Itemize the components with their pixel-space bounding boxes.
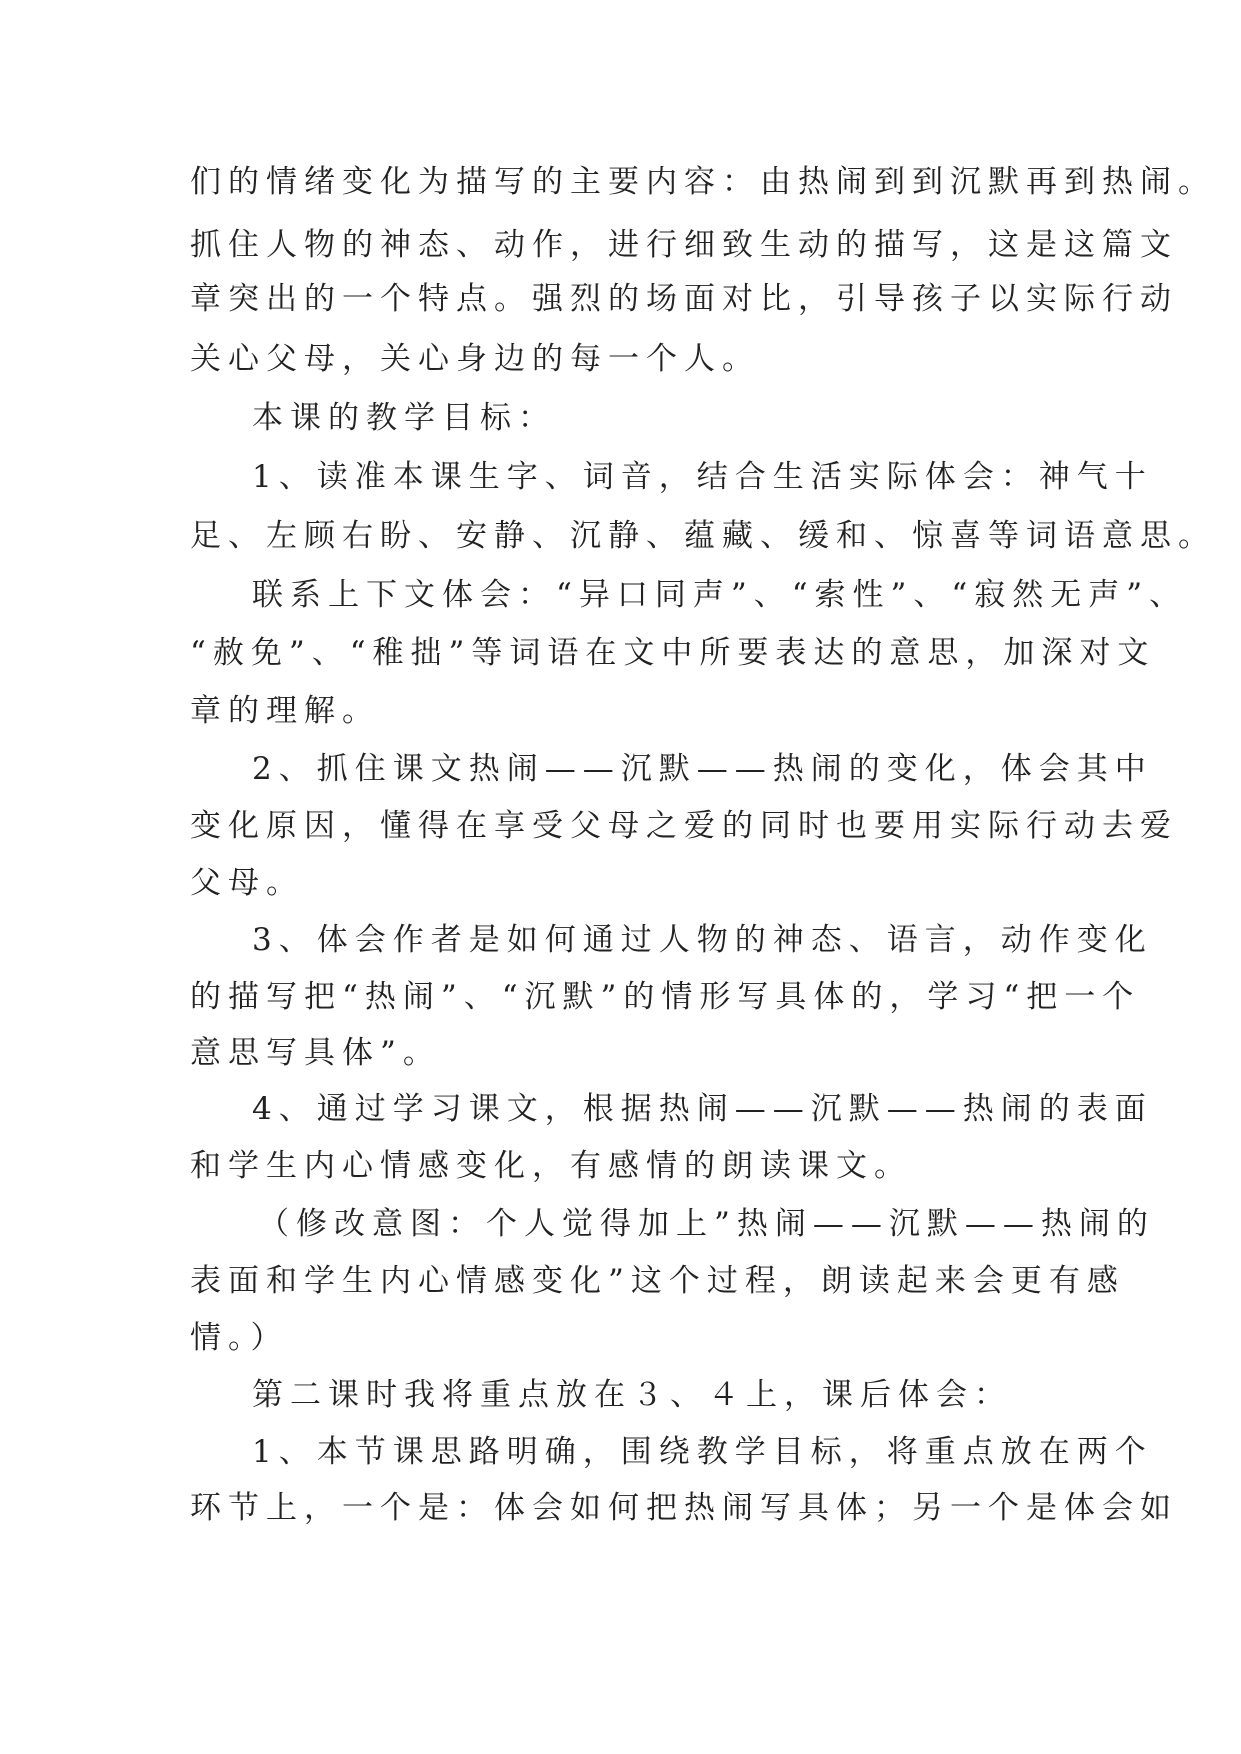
text-line: 3、体会作者是如何通过人物的神态、语言，动作变化	[252, 922, 1153, 958]
text-line: 第二课时我将重点放在３、４上，课后体会：	[252, 1377, 1012, 1413]
text-line: 2、抓住课文热闹——沉默——热闹的变化，体会其中	[252, 751, 1153, 787]
text-line: 本课的教学目标：	[252, 400, 556, 436]
text-line: 情。）	[190, 1320, 289, 1356]
text-line: “赦免”、“稚拙”等词语在文中所要表达的意思，加深对文	[190, 635, 1156, 671]
text-line: 章的理解。	[190, 693, 380, 729]
text-line: 1、本节课思路明确，围绕教学目标，将重点放在两个	[252, 1434, 1153, 1470]
text-line: 表面和学生内心情感变化”这个过程，朗读起来会更有感	[190, 1263, 1125, 1299]
text-line: 环节上，一个是：体会如何把热闹写具体；另一个是体会如	[190, 1490, 1178, 1526]
text-line: 的描写把“热闹”、“沉默”的情形写具体的，学习“把一个	[190, 979, 1141, 1015]
text-line: 和学生内心情感变化，有感情的朗读课文。	[190, 1148, 912, 1184]
text-line: 们的情绪变化为描写的主要内容：由热闹到到沉默再到热闹。	[190, 164, 1216, 200]
text-line: 足、左顾右盼、安静、沉静、蕴藏、缓和、惊喜等词语意思。	[190, 518, 1216, 554]
text-line: 意思写具体”。	[190, 1035, 441, 1071]
text-line: 1、读准本课生字、词音，结合生活实际体会：神气十	[252, 459, 1153, 495]
text-line: 变化原因，懂得在享受父母之爱的同时也要用实际行动去爱	[190, 808, 1178, 844]
text-line: 关心父母，关心身边的每一个人。	[190, 341, 760, 377]
text-line: 章突出的一个特点。强烈的场面对比，引导孩子以实际行动	[190, 281, 1178, 317]
text-line: 4、通过学习课文，根据热闹——沉默——热闹的表面	[252, 1091, 1153, 1127]
text-line: 父母。	[190, 865, 304, 901]
text-line: （修改意图：个人觉得加上”热闹——沉默——热闹的	[258, 1206, 1155, 1242]
text-line: 抓住人物的神态、动作，进行细致生动的描写，这是这篇文	[190, 227, 1178, 263]
text-line: 联系上下文体会：“异口同声”、“索性”、“寂然无声”、	[252, 577, 1188, 613]
